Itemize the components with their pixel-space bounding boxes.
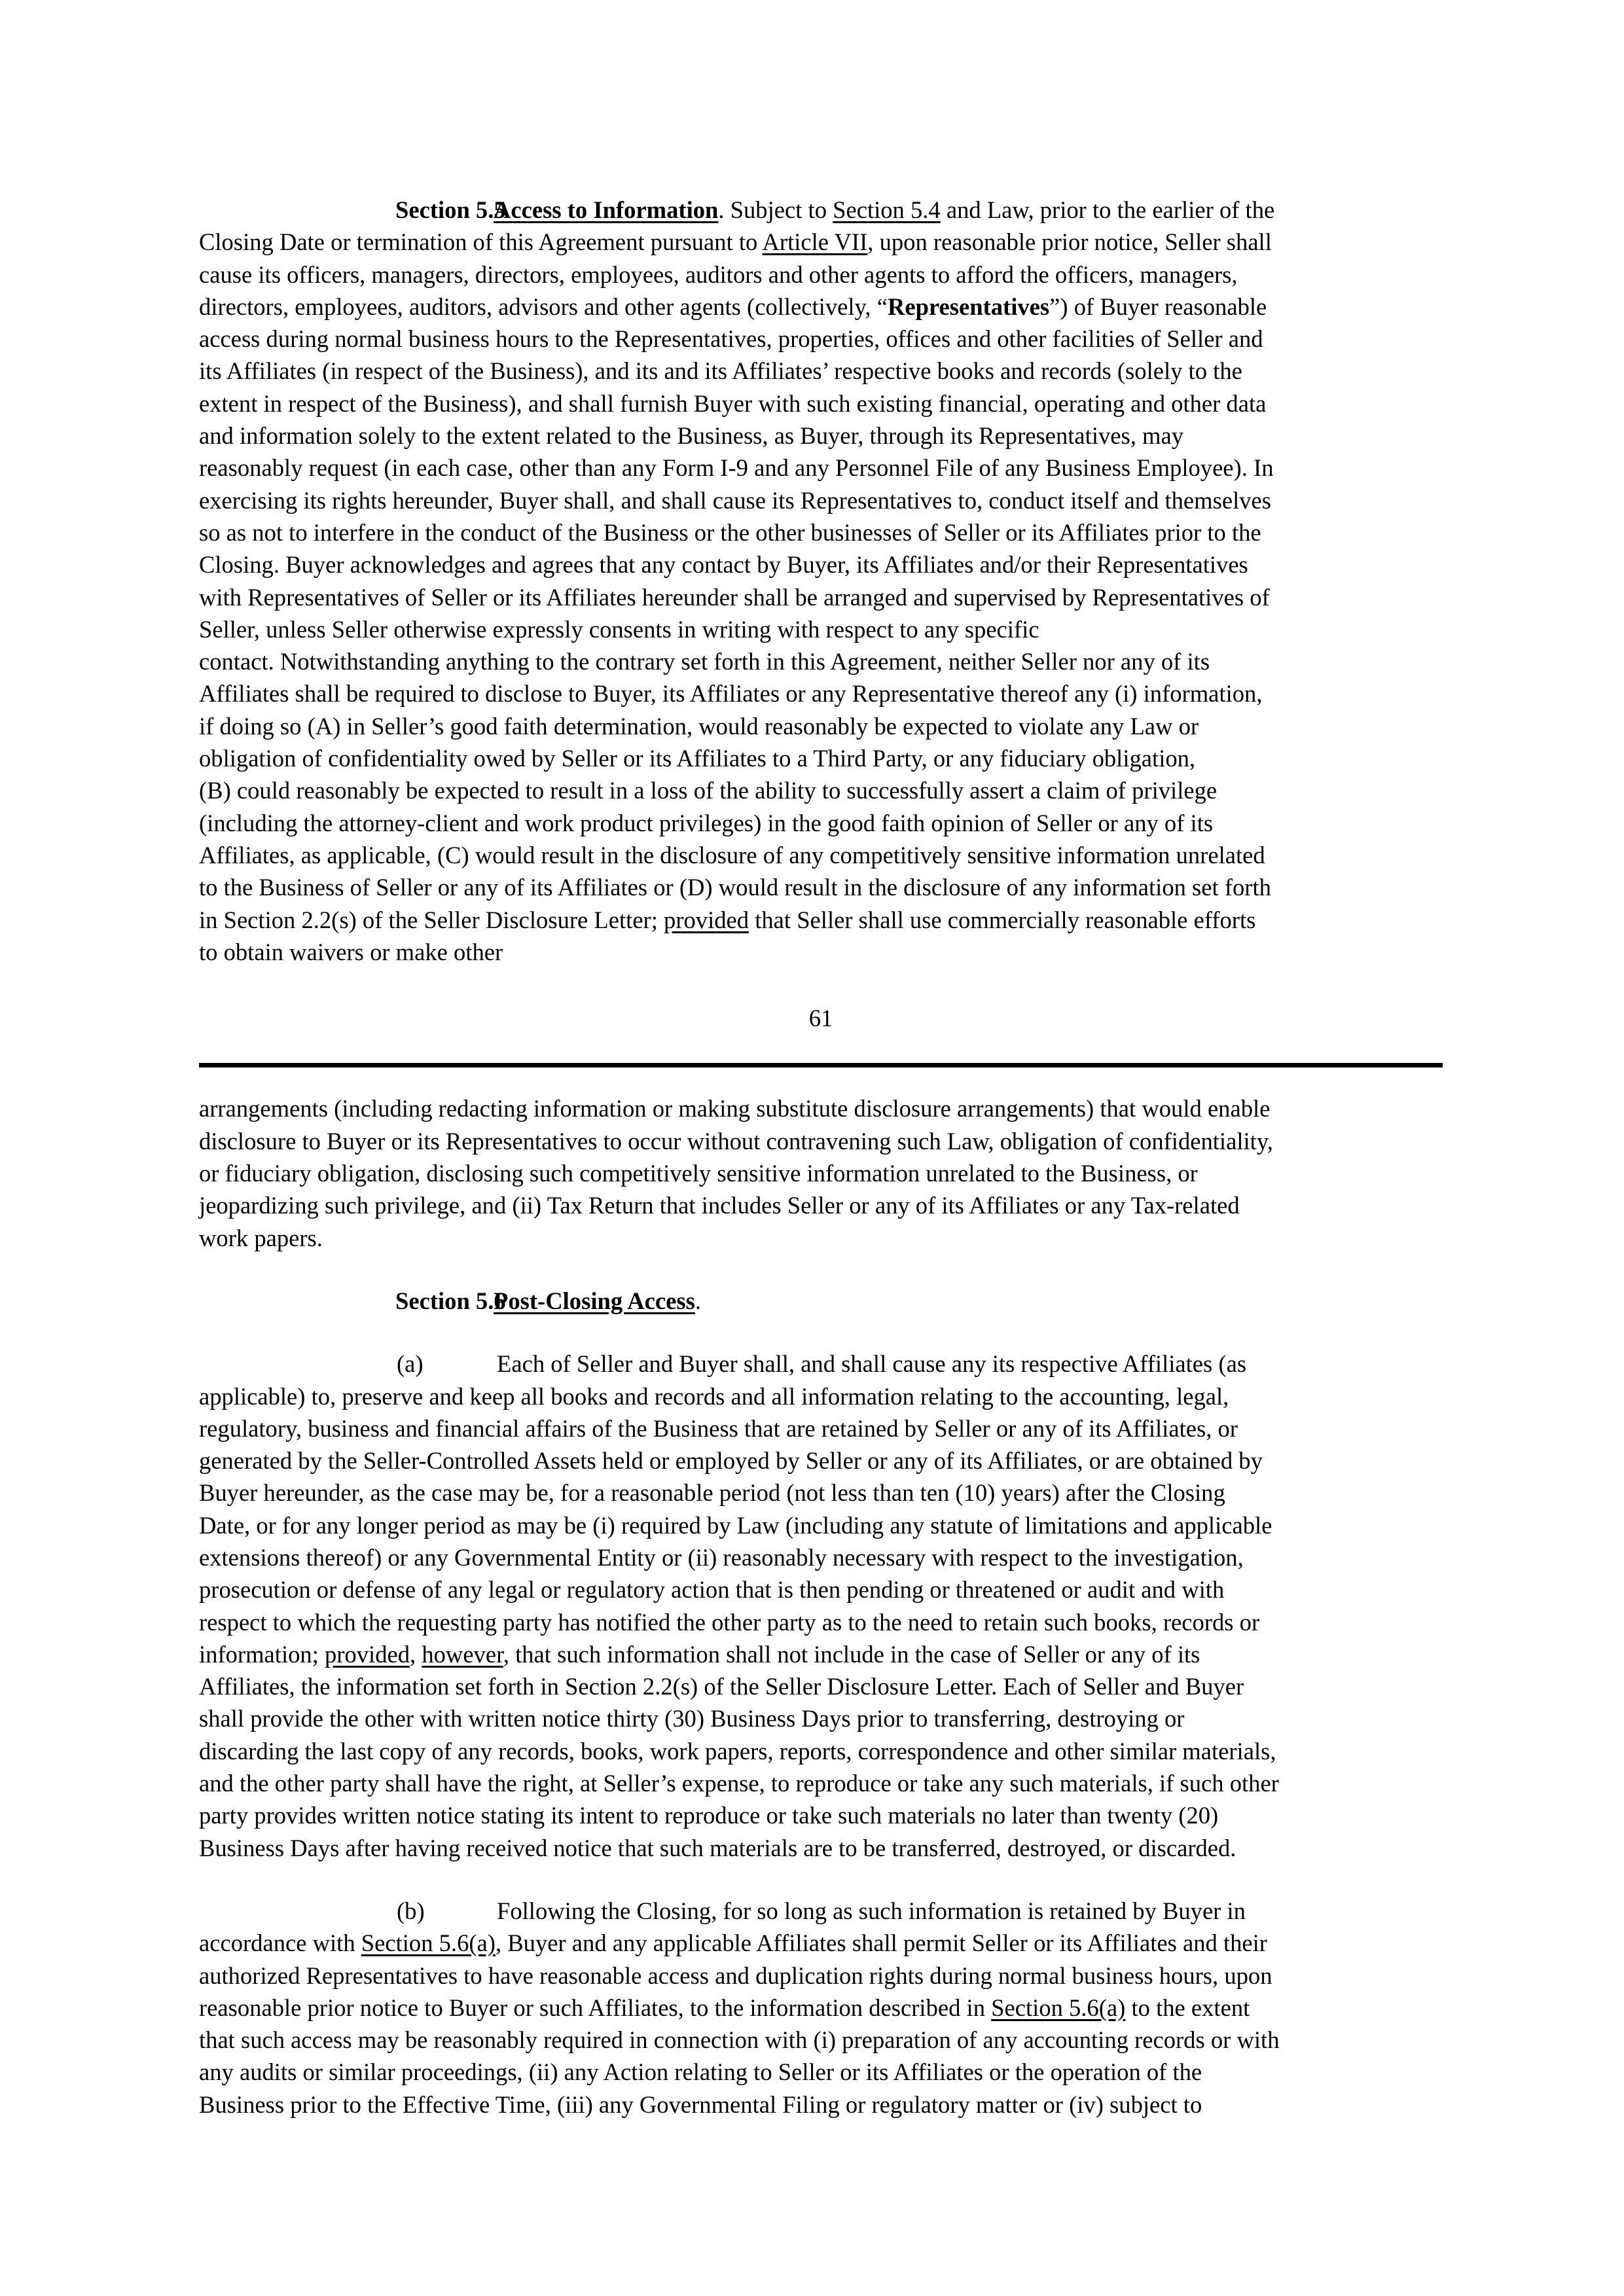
text-span: that Seller shall use commercially reasonable efforts [749,906,1256,933]
text-line: obligation of confidentiality owed by Seller or its Affiliates to a Third Party, or any fiduciary obligation, [199,745,1196,772]
text-span: , [410,1640,422,1668]
text-line: Date, or for any longer period as may be (i) required by Law (including any statute of limitations and applicable [199,1511,1272,1539]
emphasis-term: provided [325,1640,410,1668]
section-number: Section 5.6 [395,1287,506,1314]
section-heading: Access to Information [494,196,719,223]
subsection-label: (a) [397,1350,424,1378]
text-span: accordance with [199,1929,361,1957]
text-line: Buyer hereunder, as the case may be, for a reasonable period (not less than ten (10) years) after the Closing [199,1479,1225,1507]
text-line: access during normal business hours to the Representatives, properties, offices and other facilities of Seller and [199,325,1263,353]
text-line: and the other party shall have the right, at Seller’s expense, to reproduce or take any such materials, if such other [199,1770,1279,1797]
text-span: ”) of Buyer reasonable [1049,293,1267,320]
text-span: and Law, prior to the earlier of the [940,196,1275,223]
emphasis-term: however [422,1640,503,1668]
text-line: exercising its rights hereunder, Buyer shall, and shall cause its Representatives to, conduct itself and themselves [199,486,1272,514]
text-span: . [695,1287,701,1314]
defined-term: Representatives [887,293,1050,320]
text-line: Affiliates, as applicable, (C) would result in the disclosure of any competitively sensitive information unrelated [199,841,1265,869]
text-line: (B) could reasonably be expected to result in a loss of the ability to successfully assert a claim of privilege [199,777,1218,804]
text-span: information; [199,1640,325,1668]
text-line: or fiduciary obligation, disclosing such competitively sensitive information unrelated to the Business, or [199,1160,1198,1187]
text-line: Closing Date or termination of this Agreement pursuant to [199,228,763,256]
text-span: Following the Closing, for so long as such information is retained by Buyer in [497,1897,1246,1924]
paragraph-gap [199,1864,1443,1895]
text-line: and information solely to the extent related to the Business, as Buyer, through its Representatives, may [199,422,1184,450]
text-line: arrangements (including redacting information or making substitute disclosure arrangements) that would enable [199,1095,1271,1122]
cross-reference-link[interactable]: Section 5.6(a) [991,1994,1126,2021]
text-line: contact. Notwithstanding anything to the contrary set forth in this Agreement, neither Seller nor any of its [199,648,1210,675]
page-break-rule [199,1063,1443,1067]
text-span: , Buyer and any applicable Affiliates shall permit Seller or its Affiliates and their [495,1929,1267,1957]
text-line: Seller, unless Seller otherwise expressly consents in writing with respect to any specific [199,615,1039,643]
subsection-a [199,1348,1443,1864]
text-line: regulatory, business and financial affairs of the Business that are retained by Seller or any of its Affiliates, or [199,1414,1238,1442]
paragraph-gap [199,1317,1443,1348]
text-line: with Representatives of Seller or its Affiliates hereunder shall be arranged and supervised by Representatives of [199,583,1270,611]
text-span: Each of Seller and Buyer shall, and shall cause any its respective Affiliates (as [497,1350,1247,1378]
text-line: respect to which the requesting party has notified the other party as to the need to retain such books, records or [199,1608,1260,1636]
text-line: extensions thereof) or any Governmental Entity or (ii) reasonably necessary with respect to the investigation, [199,1543,1244,1571]
text-line: generated by the Seller-Controlled Assets held or employed by Seller or any of its Affiliates, or are obtained by [199,1447,1263,1475]
emphasis-term: provided [664,906,749,933]
document-body [199,194,1443,2121]
text-line: so as not to interfere in the conduct of the Business or the other businesses of Seller or its Affiliates prior to the [199,518,1261,546]
text-line: extent in respect of the Business), and shall furnish Buyer with such existing financial, operating and other data [199,389,1267,417]
page-number: 61 [808,1005,833,1032]
subsection-b [199,1895,1443,2121]
text-line: Affiliates shall be required to disclose to Buyer, its Affiliates or any Representative thereof any (i) information, [199,680,1263,708]
cross-reference-link[interactable]: Article VII [762,228,868,256]
text-line: applicable) to, preserve and keep all books and records and all information relating to the accounting, legal, [199,1382,1229,1410]
text-span: directors, employees, auditors, advisors and other agents (collectively, “ [199,293,888,320]
text-line: prosecution or defense of any legal or regulatory action that is then pending or threatened or audit and with [199,1576,1225,1604]
text-span: , that such information shall not include in the case of Seller or any of its [503,1640,1200,1668]
text-line: reasonably request (in each case, other than any Form I-9 and any Personnel File of any Business Employee). In [199,454,1274,482]
text-span: in Section 2.2(s) of the Seller Disclosure Letter; [199,906,664,933]
text-span: . Subject to [718,196,833,223]
continuation-paragraph [199,1092,1443,1253]
text-line: to the Business of Seller or any of its Affiliates or (D) would result in the disclosure of any information set forth [199,874,1271,901]
text-line: Affiliates, the information set forth in Section 2.2(s) of the Seller Disclosure Letter. Each of Seller and Buyer [199,1673,1244,1700]
text-line: to obtain waivers or make other [199,938,503,965]
section-5-5-paragraph [199,194,1443,968]
cross-reference-link[interactable]: Section 5.4 [833,196,941,223]
text-line: discarding the last copy of any records, books, work papers, reports, correspondence and other similar materials, [199,1737,1276,1765]
text-line: its Affiliates (in respect of the Business), and its and its Affiliates’ respective books and records (solely to the [199,357,1242,385]
text-line: disclosure to Buyer or its Representatives to occur without contravening such Law, obligation of confidentiality, [199,1127,1273,1155]
text-line: if doing so (A) in Seller’s good faith determination, would reasonably be expected to violate any Law or [199,712,1199,740]
text-span: reasonable prior notice to Buyer or such Affiliates, to the information described in [199,1994,992,2021]
text-line: that such access may be reasonably required in connection with (i) preparation of any accounting records or with [199,2026,1280,2054]
text-line: Business prior to the Effective Time, (iii) any Governmental Filing or regulatory matter or (iv) subject to [199,2090,1202,2118]
subsection-label: (b) [397,1897,425,1924]
section-5-6-heading [199,1285,1443,1317]
text-line: work papers. [199,1224,323,1251]
text-line: party provides written notice stating its intent to reproduce or take such materials no later than twenty (20) [199,1802,1219,1829]
text-line: (including the attorney-client and work product privileges) in the good faith opinion of Seller or any of its [199,809,1214,836]
section-number: Section 5.5 [395,196,506,223]
text-line: cause its officers, managers, directors, employees, auditors and other agents to afford the officers, managers, [199,260,1238,288]
text-span: to the extent [1125,1994,1250,2021]
cross-reference-link[interactable]: Section 5.6(a) [361,1929,496,1957]
text-line: Closing. Buyer acknowledges and agrees that any contact by Buyer, its Affiliates and/or their Representatives [199,551,1248,579]
text-line: jeopardizing such privilege, and (ii) Tax Return that includes Seller or any of its Affiliates or any Tax-related [199,1192,1240,1219]
text-line: any audits or similar proceedings, (ii) any Action relating to Seller or its Affiliates or the operation of the [199,2058,1202,2086]
text-line: authorized Representatives to have reasonable access and duplication rights during normal business hours, upon [199,1962,1272,1989]
paragraph-gap [199,1254,1443,1285]
section-heading: Post-Closing Access [494,1287,695,1314]
text-span: , upon reasonable prior notice, Seller shall [867,228,1272,256]
text-line: Business Days after having received notice that such materials are to be transferred, destroyed, or discarded. [199,1834,1236,1861]
text-line: shall provide the other with written notice thirty (30) Business Days prior to transferring, destroying or [199,1705,1185,1732]
